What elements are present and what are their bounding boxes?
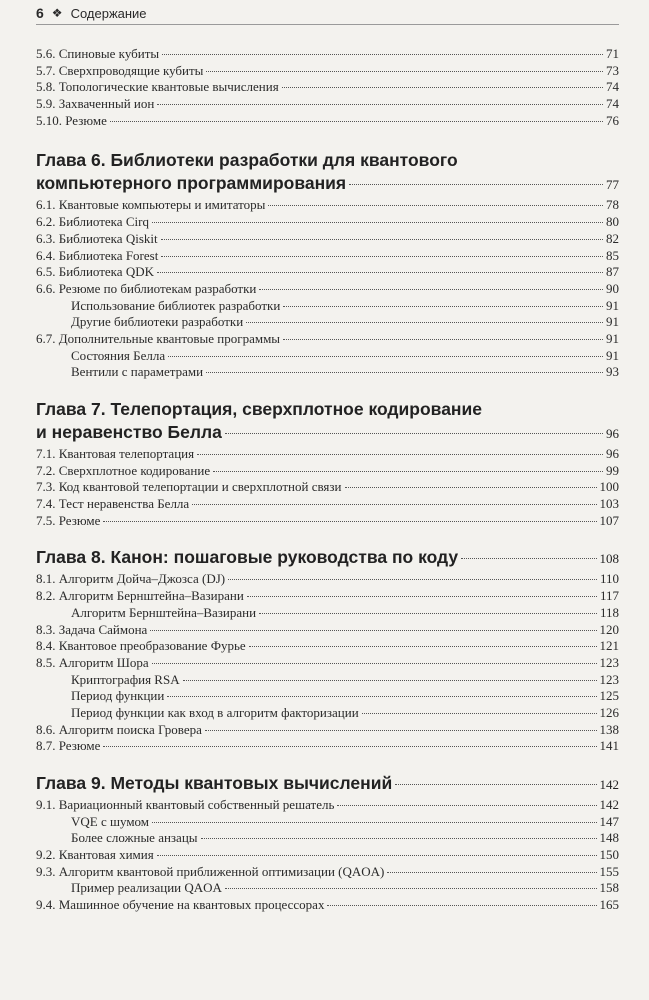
dot-leader (206, 372, 603, 373)
toc-entry (36, 248, 619, 265)
dot-leader (103, 521, 596, 522)
page-number: 74 (606, 79, 619, 95)
page-number: 121 (599, 638, 619, 654)
dot-leader (283, 339, 603, 340)
entry-label: 6.2. Библиотека Cirq (36, 214, 149, 230)
toc-entry (36, 446, 619, 463)
page-number: 91 (606, 314, 619, 330)
toc-entry (36, 797, 619, 814)
page-number: 120 (599, 621, 619, 637)
entry-label: Использование библиотек разработки (71, 297, 281, 313)
entry-label: 7.2. Сверхплотное кодирование (36, 462, 211, 478)
entry-label: 8.5. Алгоритм Шора (36, 654, 149, 670)
dot-leader (282, 87, 603, 88)
dot-leader (161, 256, 603, 257)
entry-label: 9.2. Квантовая химия (36, 847, 154, 863)
page-number: 76 (606, 112, 619, 128)
chapter-title-line: Глава 7. Телепортация, сверхплотное кодирование (36, 399, 482, 419)
toc-entry (36, 864, 619, 881)
entry-label: 8.2. Алгоритм Бернштейна–Вазирани (36, 588, 244, 604)
entry-label: 6.6. Резюме по библиотекам разработки (36, 280, 257, 296)
chapter-title-line: и неравенство Белла (36, 422, 222, 442)
dot-leader (197, 454, 603, 455)
dot-leader (268, 205, 603, 206)
dot-leader (206, 71, 603, 72)
dot-leader (395, 784, 596, 785)
dot-leader (362, 713, 597, 714)
page-number: 123 (599, 671, 619, 687)
chapter-title-line: компьютерного программирования (36, 173, 347, 194)
entry-label: 5.10. Резюме (36, 112, 107, 128)
entry-label: 6.4. Библиотека Forest (36, 247, 159, 263)
page-number: 107 (599, 512, 619, 528)
entry-label: 6.5. Библиотека QDK (36, 264, 154, 280)
dot-leader (201, 838, 597, 839)
toc-entry (36, 847, 619, 864)
page-number: 117 (599, 588, 619, 604)
toc-entry (36, 638, 619, 655)
chapter-title-line: Глава 8. Канон: пошаговые руководства по коду (36, 547, 459, 568)
chapter-title-row (36, 772, 619, 796)
page-number: 85 (606, 247, 619, 263)
dot-leader (162, 54, 603, 55)
dot-leader (387, 872, 596, 873)
toc-entry (36, 463, 619, 480)
entry-label: Период функции как вход в алгоритм факторизации (71, 704, 359, 720)
dot-leader (461, 558, 596, 559)
page-number: 142 (599, 777, 619, 792)
entry-label: 6.1. Квантовые компьютеры и имитаторы (36, 197, 266, 213)
running-title: Содержание (70, 5, 147, 21)
page-number: 138 (599, 721, 619, 737)
dot-leader (157, 272, 603, 273)
entry-label: Другие библиотеки разработки (71, 314, 244, 330)
entry-label: Алгоритм Бернштейна–Вазирани (71, 604, 257, 620)
page-number: 110 (599, 571, 619, 587)
toc-entry (36, 479, 619, 496)
page-number: 87 (606, 264, 619, 280)
page-number: 148 (599, 830, 619, 846)
toc-entry (36, 571, 619, 588)
page-number: 80 (606, 214, 619, 230)
page-number: 108 (599, 551, 619, 567)
toc-entry (36, 331, 619, 348)
dot-leader (150, 630, 596, 631)
dot-leader (259, 613, 597, 614)
page-number: 6 (36, 5, 44, 21)
page-number: 103 (599, 496, 619, 512)
entry-label: 7.5. Резюме (36, 512, 101, 528)
entry-label: 6.7. Дополнительные квантовые программы (36, 330, 281, 346)
entry-label: Период функции (71, 688, 165, 704)
entry-label: 7.4. Тест неравенства Белла (36, 496, 190, 512)
entry-label: Более сложные анзацы (71, 830, 198, 846)
toc-subentry (36, 348, 619, 365)
dot-leader (259, 289, 603, 290)
dot-leader (152, 663, 597, 664)
page-number: 158 (599, 880, 619, 896)
dot-leader (249, 646, 597, 647)
chapter-heading (36, 149, 619, 196)
page-number: 142 (599, 797, 619, 812)
page-number: 147 (599, 813, 619, 829)
toc-entry (36, 197, 619, 214)
toc-entry (36, 897, 619, 914)
toc-subentry (36, 364, 619, 381)
entry-label: VQE с шумом (71, 813, 150, 829)
page-header (36, 2, 619, 25)
chapter-heading (36, 546, 619, 570)
entry-label: 8.7. Резюме (36, 738, 101, 754)
page-number: 123 (599, 654, 619, 670)
dot-leader (228, 579, 597, 580)
entry-label: 8.1. Алгоритм Дойча–Джозса (DJ) (36, 571, 226, 587)
page-number: 118 (599, 604, 619, 620)
entry-label: Пример реализации QAOA (71, 880, 222, 896)
page-number: 91 (606, 347, 619, 363)
entry-label: 5.6. Спиновые кубиты (36, 46, 160, 61)
entry-label: 9.3. Алгоритм квантовой приближенной оптимизации (QAOA) (36, 863, 385, 879)
page-number: 78 (606, 197, 619, 213)
dot-leader (110, 121, 603, 122)
dot-leader (157, 855, 597, 856)
chapter-heading (36, 772, 619, 796)
page-number: 155 (599, 863, 619, 879)
toc-entry (36, 264, 619, 281)
chapter-heading (36, 398, 619, 445)
toc-entry (36, 63, 619, 80)
toc-entry (36, 738, 619, 755)
dot-leader (103, 746, 596, 747)
toc-entry (36, 588, 619, 605)
page-number: 71 (606, 46, 619, 61)
dot-leader (167, 696, 596, 697)
page-number: 73 (606, 62, 619, 78)
toc-entry (36, 513, 619, 530)
toc-subentry (36, 314, 619, 331)
dot-leader (213, 471, 603, 472)
dot-leader (247, 596, 597, 597)
page-number: 90 (606, 280, 619, 296)
toc-subentry (36, 830, 619, 847)
toc-entry (36, 281, 619, 298)
diamond-icon: ❖ (51, 6, 63, 20)
entry-label: 6.3. Библиотека Qiskit (36, 230, 158, 246)
chapter-title-line: Глава 6. Библиотеки разработки для квантового (36, 150, 458, 171)
page-number: 100 (599, 479, 619, 495)
dot-leader (168, 356, 603, 357)
dot-leader (327, 905, 596, 906)
page-number: 126 (599, 704, 619, 720)
page-number: 165 (599, 897, 619, 913)
page-number: 93 (606, 364, 619, 380)
dot-leader (205, 730, 597, 731)
entry-label: Вентили с параметрами (71, 364, 204, 380)
toc-subentry (36, 705, 619, 722)
dot-leader (161, 239, 603, 240)
dot-leader (283, 306, 603, 307)
entry-label: 5.7. Сверхпроводящие кубиты (36, 62, 204, 78)
entry-label: 9.4. Машинное обучение на квантовых процессорах (36, 897, 325, 913)
page-number: 91 (606, 330, 619, 346)
page-number: 91 (606, 297, 619, 313)
chapter-title-line: Глава 9. Методы квантовых вычислений (36, 773, 393, 793)
chapter-title-row (36, 172, 619, 196)
table-of-contents (36, 46, 619, 914)
dot-leader (225, 888, 597, 889)
page-number: 96 (606, 446, 619, 461)
dot-leader (183, 680, 597, 681)
page-number: 125 (599, 688, 619, 704)
toc-entry (36, 46, 619, 63)
page-number: 141 (599, 738, 619, 754)
page-number: 82 (606, 230, 619, 246)
page-number: 99 (606, 462, 619, 478)
toc-subentry (36, 298, 619, 315)
dot-leader (337, 805, 596, 806)
dot-leader (152, 822, 596, 823)
chapter-title-row (36, 546, 619, 570)
dot-leader (246, 322, 603, 323)
dot-leader (349, 184, 603, 185)
entry-label: 7.3. Код квантовой телепортации и сверхплотной связи (36, 479, 342, 495)
entry-label: 8.4. Квантовое преобразование Фурье (36, 638, 246, 654)
toc-entry (36, 214, 619, 231)
entry-label: 8.6. Алгоритм поиска Гровера (36, 721, 202, 737)
page-number: 150 (599, 847, 619, 863)
toc-entry (36, 231, 619, 248)
toc-subentry (36, 672, 619, 689)
entry-label: 5.9. Захваченный ион (36, 96, 155, 112)
entry-label: 8.3. Задача Саймона (36, 621, 148, 637)
chapter-title-row (36, 421, 619, 445)
dot-leader (157, 104, 603, 105)
toc-subentry (36, 814, 619, 831)
toc-entry (36, 655, 619, 672)
entry-label: 5.8. Топологические квантовые вычисления (36, 79, 279, 95)
toc-subentry (36, 880, 619, 897)
toc-entry (36, 79, 619, 96)
entry-label: Криптография RSA (71, 671, 180, 687)
toc-entry (36, 96, 619, 113)
page-number: 74 (606, 96, 619, 112)
entry-label: 9.1. Вариационный квантовый собственный решатель (36, 797, 335, 812)
page-number: 96 (606, 426, 619, 441)
dot-leader (192, 504, 596, 505)
page-number: 77 (606, 177, 619, 193)
entry-label: 7.1. Квантовая телепортация (36, 446, 195, 461)
dot-leader (345, 487, 597, 488)
toc-entry (36, 722, 619, 739)
dot-leader (152, 222, 603, 223)
toc-entry (36, 496, 619, 513)
toc-subentry (36, 605, 619, 622)
toc-subentry (36, 688, 619, 705)
dot-leader (225, 433, 603, 434)
toc-entry (36, 113, 619, 130)
entry-label: Состояния Белла (71, 347, 166, 363)
toc-entry (36, 622, 619, 639)
